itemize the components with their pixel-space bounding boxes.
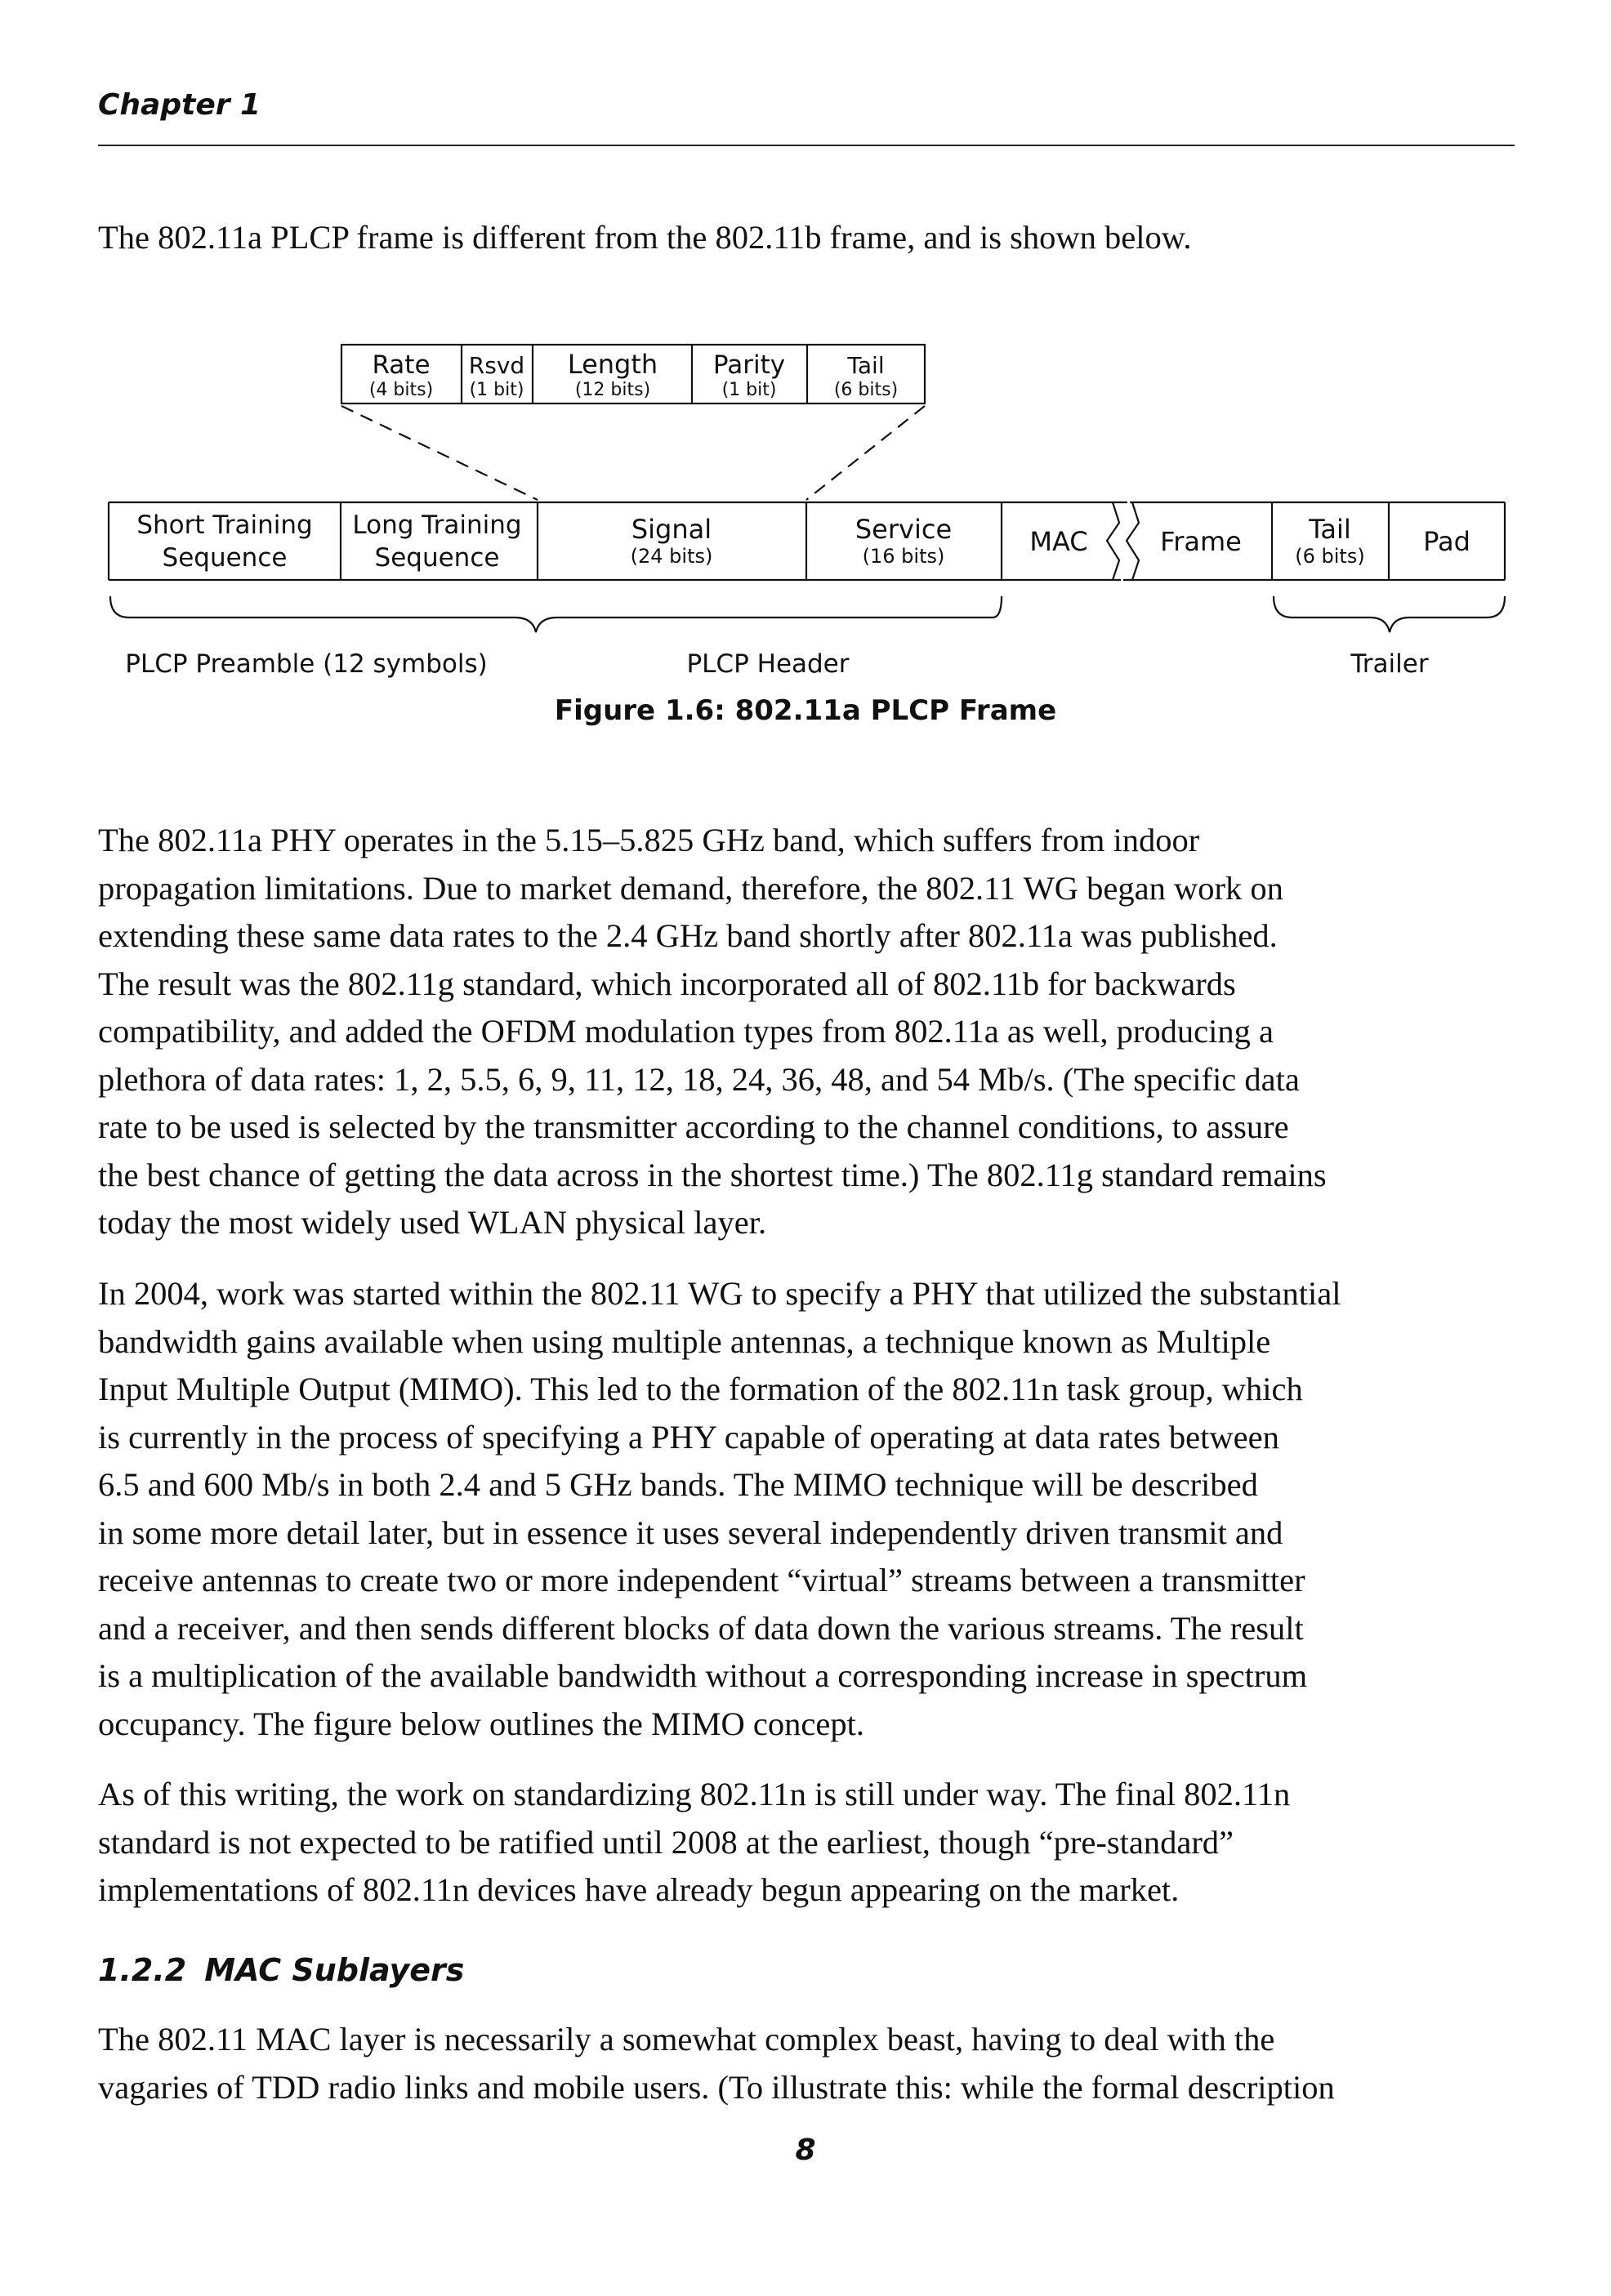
short-training-label-2: Sequence: [162, 543, 288, 573]
figure-caption: Figure 1.6: 802.11a PLCP Frame: [554, 694, 1057, 727]
text-line: The 802.11 MAC layer is necessarily a somewhat complex beast, having to deal with the: [98, 2021, 1275, 2057]
text-line: extending these same data rates to the 2.4 GHz band shortly after 802.11a was published.: [98, 917, 1278, 954]
trailer-label: Trailer: [1350, 649, 1429, 679]
text-line: implementations of 802.11n devices have already begun appearing on the market.: [98, 1871, 1180, 1908]
text-line: is currently in the process of specifying a PHY capable of operating at data rates between: [98, 1418, 1279, 1456]
field-parity-label: Parity: [712, 350, 786, 380]
mac-label: MAC: [1029, 526, 1088, 557]
paragraph-1: [98, 817, 1520, 1247]
paragraph-4: [98, 2016, 1520, 2111]
long-training-label: Long Training: [352, 510, 522, 540]
text-line: plethora of data rates: 1, 2, 5.5, 6, 9, 11, 12, 18, 24, 36, 48, and 54 Mb/s. (The specific data: [98, 1060, 1300, 1098]
tail-bits: (6 bits): [1295, 545, 1365, 568]
tail-label: Tail: [1309, 514, 1351, 545]
page-number: 8: [795, 2133, 816, 2167]
field-length-label: Length: [567, 349, 658, 380]
text-line: 6.5 and 600 Mb/s in both 2.4 and 5 GHz bands. The MIMO technique will be described: [98, 1466, 1258, 1503]
expansion-line-left: [341, 406, 538, 500]
text-line: In 2004, work was started within the 802.11 WG to specify a PHY that utilized the substantial: [98, 1275, 1341, 1312]
text-line: propagation limitations. Due to market demand, therefore, the 802.11 WG began work on: [98, 869, 1283, 907]
plcp-preamble-label: PLCP Preamble (12 symbols): [125, 649, 488, 679]
pad-label: Pad: [1423, 526, 1470, 557]
section-title: MAC Sublayers: [204, 1952, 465, 1988]
plcp-frame-diagram: [0, 0, 1611, 686]
text-line: today the most widely used WLAN physical layer.: [98, 1204, 767, 1241]
section-heading: [98, 1952, 482, 1988]
text-line: standard is not expected to be ratified until 2008 at the earliest, though “pre-standard”: [98, 1823, 1234, 1861]
field-rate-bits: (4 bits): [368, 380, 434, 400]
long-training-label-2: Sequence: [374, 543, 500, 573]
chapter-running-head: Chapter 1: [98, 88, 261, 122]
service-label: Service: [855, 514, 953, 545]
frame-break-zigzag: [1107, 502, 1119, 580]
text-line: As of this writing, the work on standardizing 802.11n is still under way. The final 802.11n: [98, 1776, 1291, 1812]
trailer-brace: [1274, 596, 1505, 632]
text-line: bandwidth gains available when using multiple antennas, a technique known as Multiple: [98, 1322, 1271, 1360]
expansion-line-right: [806, 406, 925, 500]
text-line: is a multiplication of the available bandwidth without a corresponding increase in spectrum: [98, 1657, 1308, 1694]
text-line: and a receiver, and then sends different blocks of data down the various streams. The result: [98, 1609, 1304, 1647]
frame-break-zigzag: [1127, 502, 1139, 580]
text-line: The result was the 802.11g standard, which incorporated all of 802.11b for backwards: [98, 965, 1236, 1002]
text-line: in some more detail later, but in essence it uses several independently driven transmit and: [98, 1514, 1283, 1551]
signal-bits: (24 bits): [630, 545, 713, 568]
text-line: vagaries of TDD radio links and mobile users. (To illustrate this: while the formal description: [98, 2068, 1335, 2106]
text-line: Input Multiple Output (MIMO). This led to the formation of the 802.11n task group, which: [98, 1371, 1303, 1407]
paragraph-3: [98, 1771, 1520, 1915]
field-parity-bits: (1 bit): [721, 380, 777, 400]
short-training-label: Short Training: [136, 510, 313, 540]
section-number: 1.2.2: [98, 1952, 187, 1988]
field-rsvd-bits: (1 bit): [469, 380, 524, 400]
plcp-header-label: PLCP Header: [686, 649, 850, 679]
signal-label: Signal: [631, 514, 712, 545]
service-bits: (16 bits): [862, 545, 945, 568]
field-rate-label: Rate: [372, 350, 431, 380]
field-length-bits: (12 bits): [574, 380, 651, 400]
text-line: the best chance of getting the data across in the shortest time.) The 802.11g standard remains: [98, 1156, 1327, 1193]
field-rsvd-label: Rsvd: [468, 352, 525, 379]
text-line: The 802.11a PHY operates in the 5.15–5.825 GHz band, which suffers from indoor: [98, 822, 1200, 858]
field-tail-bits: (6 bits): [833, 380, 899, 400]
text-line: rate to be used is selected by the transmitter according to the channel conditions, to assure: [98, 1108, 1289, 1145]
text-line: occupancy. The figure below outlines the MIMO concept.: [98, 1705, 864, 1742]
intro-line: The 802.11a PLCP frame is different from the 802.11b frame, and is shown below.: [98, 219, 1192, 256]
field-tail-label: Tail: [847, 352, 885, 379]
text-line: compatibility, and added the OFDM modulation types from 802.11a as well, producing a: [98, 1013, 1274, 1050]
preamble-header-brace: [110, 596, 1002, 632]
frame-label: Frame: [1160, 526, 1242, 557]
paragraph-2: [98, 1270, 1520, 1748]
text-line: receive antennas to create two or more independent “virtual” streams between a transmitter: [98, 1562, 1305, 1598]
